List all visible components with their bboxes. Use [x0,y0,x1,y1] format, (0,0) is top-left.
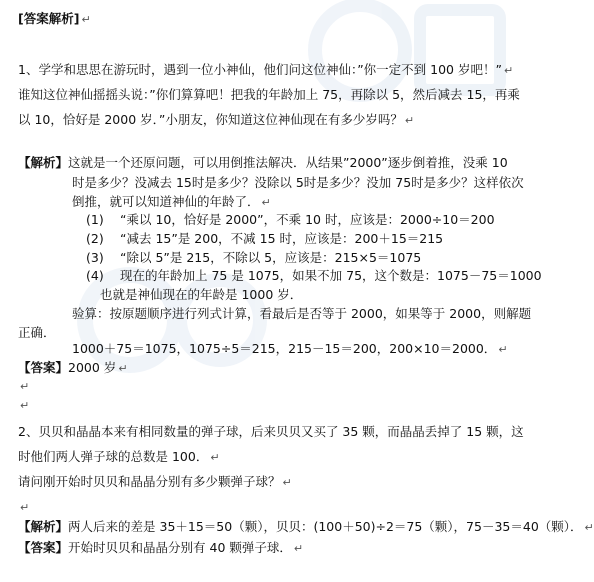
analysis-label: 【解析】 [18,155,69,170]
q1-check-formula: 1000＋75＝1075，1075÷5＝215，215－15＝200，200×10＝2000． ↵ [72,341,508,356]
q1-step-1: (1) “乘以 10，恰好是 2000”，不乘 10 时，应该是：2000÷10＝200 [86,212,495,227]
q1-step-3: (3) “除以 5”是 215，不除以 5，应该是：215×5＝1075 [86,250,422,265]
q1-analysis-line-3: 倒推，就可以知道神仙的年龄了． ↵ [72,194,271,209]
q1-text-line-1: 1、学学和思思在游玩时，遇到一位小神仙，他们问这位神仙：”你一定不到 100 岁吧！” ↵ [18,62,514,77]
q2-answer: 【答案】开始时贝贝和晶晶分别有 40 颗弹子球． ↵ [18,540,304,555]
q1-analysis-line-1: 【解析】这就是一个还原问题，可以用倒推法解决．从结果”2000”逐步倒着推，没乘 10 [18,155,508,170]
blank-line: ↵ [20,380,30,393]
q1-text-line-3: 以 10，恰好是 2000 岁．”小朋友，你知道这位神仙现在有多少岁吗？ ↵ [18,112,415,127]
blank-line: ↵ [20,399,30,412]
answer-label: 【答案】 [18,360,69,375]
q1-step-4: (4) 现在的年龄加上 75 是 1075，如果不加 75，这个数是：1075－75＝1000 [86,268,542,283]
q1-step-2: (2) “减去 15”是 200，不减 15 时，应该是：200＋15＝215 [86,231,444,246]
q1-check-line-1: 验算：按原题顺序进行列式计算，看最后是否等于 2000，如果等于 2000，则解题 [72,306,532,321]
analysis-label: 【解析】 [18,519,69,534]
blank-line: ↵ [20,501,30,514]
section-header: [答案解析] ↵ [18,11,91,26]
q1-conclusion: 也就是神仙现在的年龄是 1000 岁． [100,287,303,302]
q1-check-line-2: 正确． [18,325,56,340]
q1-analysis-line-2: 时是多少？没减去 15时是多少？没除以 5时是多少？没加 75时是多少？这样依次 [72,175,524,190]
q2-analysis: 【解析】两人后来的差是 35＋15＝50（颗），贝贝：(100＋50)÷2＝75（颗），75－35＝40（颗）． ↵ [18,519,594,534]
answer-label: 【答案】 [18,540,69,555]
q2-text-line-3: 请问刚开始时贝贝和晶晶分别有多少颗弹子球？ ↵ [18,474,292,489]
q1-answer: 【答案】2000 岁 ↵ [18,360,128,375]
q2-text-line-1: 2、贝贝和晶晶本来有相同数量的弹子球，后来贝贝又买了 35 颗，而晶晶丢掉了 15 颗，这 [18,424,524,439]
q2-text-line-2: 时他们两人弹子球的总数是 100． ↵ [18,449,220,464]
q1-text-line-2: 谁知这位神仙摇摇头说：”你们算算吧！把我的年龄加上 75，再除以 5，然后减去 15，再乘 [18,87,520,102]
